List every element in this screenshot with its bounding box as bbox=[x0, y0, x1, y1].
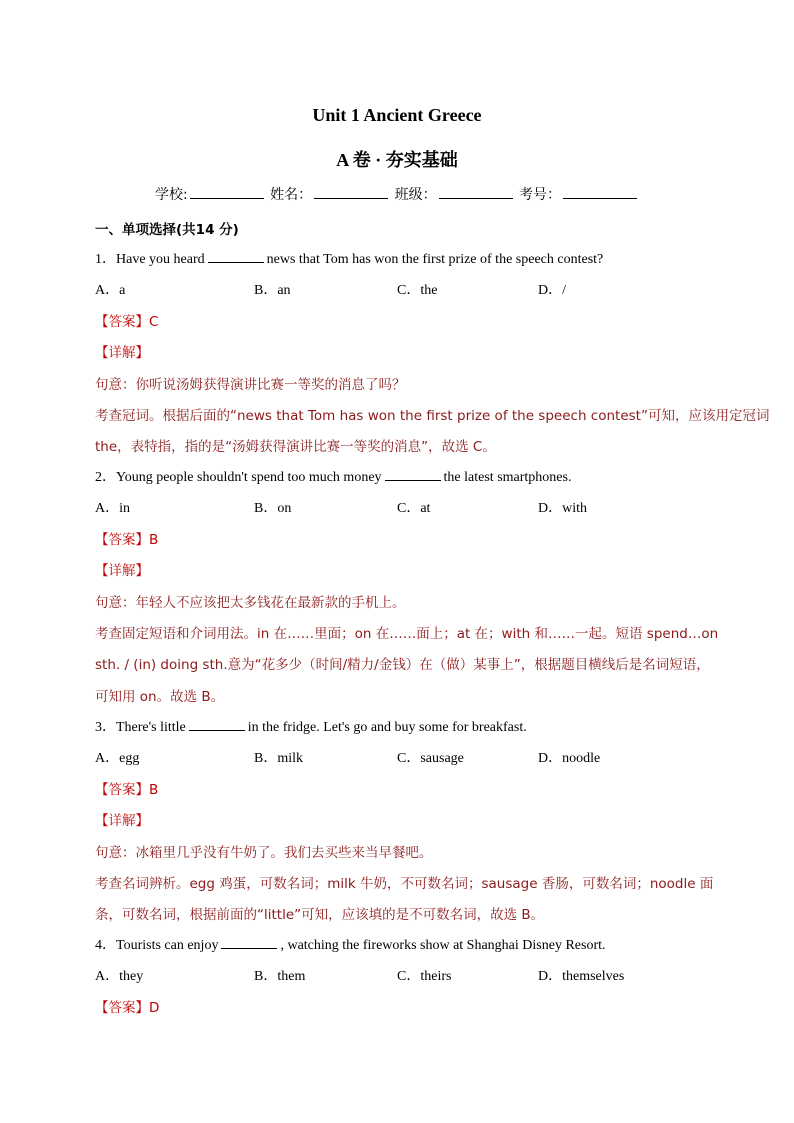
question-2-stem-after: the latest smartphones. bbox=[443, 470, 572, 485]
question-4-option-b: B．them bbox=[254, 969, 306, 984]
question-1-detail-label: 【详解】 bbox=[95, 345, 149, 361]
question-3-option-c: C．sausage bbox=[397, 751, 464, 766]
question-3-blank[interactable] bbox=[189, 718, 245, 731]
exam-number-label: 考号： bbox=[519, 187, 562, 203]
question-3-meaning: 句意：冰箱里几乎没有牛奶了。我们去买些来当早餐吧。 bbox=[95, 845, 433, 861]
school-blank[interactable] bbox=[190, 186, 264, 199]
question-4-stem bbox=[95, 934, 699, 954]
question-4-answer: 【答案】D bbox=[95, 1000, 160, 1016]
question-1-option-a: A．a bbox=[95, 283, 126, 298]
question-2-answer: 【答案】B bbox=[95, 532, 159, 548]
question-2-option-b: B．on bbox=[254, 501, 292, 516]
question-2-detail-label: 【详解】 bbox=[95, 563, 149, 579]
class-label: 班级： bbox=[394, 187, 437, 203]
question-3-option-a: A．egg bbox=[95, 751, 140, 766]
question-2-explanation-line-3: 可知用 on。故选 B。 bbox=[95, 689, 225, 705]
question-2-explanation-line-2: sth. / (in) doing sth.意为“花多少（时间/精力/金钱）在（做）某事上”，根据题目横线后是名词短语， bbox=[95, 657, 710, 673]
question-3-stem-after: in the fridge. Let's go and buy some for breakfast. bbox=[247, 720, 527, 735]
question-3-option-b: B．milk bbox=[254, 751, 304, 766]
question-2-option-d: D．with bbox=[538, 501, 587, 516]
question-1-blank[interactable] bbox=[208, 250, 264, 263]
question-3-explanation-line-1: 考查名词辨析。egg 鸡蛋，可数名词；milk 牛奶，不可数名词；sausage 香肠，可数名词；noodle 面 bbox=[95, 876, 714, 892]
student-info-line bbox=[0, 184, 794, 204]
question-3-stem bbox=[95, 716, 699, 736]
question-3-option-d: D．noodle bbox=[538, 751, 601, 766]
question-1-explanation-line-1: 考查冠词。根据后面的“news that Tom has won the first prize of the speech contest”可知，应该用定冠词 bbox=[95, 408, 770, 424]
school-label: 学校: bbox=[154, 187, 188, 203]
question-3-detail-label: 【详解】 bbox=[95, 813, 149, 829]
question-4-option-c: C．theirs bbox=[397, 969, 452, 984]
question-4-option-d: D．themselves bbox=[538, 969, 625, 984]
question-2-option-a: A．in bbox=[95, 501, 130, 516]
question-1-answer: 【答案】C bbox=[95, 314, 159, 330]
section-heading: 一、单项选择(共14 分) bbox=[95, 222, 239, 238]
class-blank[interactable] bbox=[439, 186, 513, 199]
question-1-option-d: D．/ bbox=[538, 283, 566, 298]
document-title: Unit 1 Ancient Greece bbox=[312, 105, 482, 125]
question-2-stem-before: 2．Young people shouldn't spend too much money bbox=[95, 470, 382, 485]
question-1-option-c: C．the bbox=[397, 283, 438, 298]
question-2-stem bbox=[95, 466, 699, 486]
name-label: 姓名： bbox=[270, 187, 313, 203]
question-3-explanation-line-2: 条，可数名词，根据前面的“little”可知，应该填的是不可数名词，故选 B。 bbox=[95, 907, 545, 923]
question-1-stem-after: news that Tom has won the first prize of the speech contest? bbox=[266, 252, 604, 267]
question-1-stem bbox=[95, 248, 699, 268]
question-4-stem-after: , watching the fireworks show at Shanghai Disney Resort. bbox=[280, 938, 606, 953]
question-2-explanation-line-1: 考查固定短语和介词用法。in 在……里面；on 在……面上；at 在；with 和……一起。短语 spend…on bbox=[95, 626, 719, 642]
name-blank[interactable] bbox=[314, 186, 388, 199]
question-2-meaning: 句意：年轻人不应该把太多钱花在最新款的手机上。 bbox=[95, 595, 406, 611]
question-2-blank[interactable] bbox=[385, 468, 441, 481]
question-1-option-b: B．an bbox=[254, 283, 291, 298]
question-3-answer: 【答案】B bbox=[95, 782, 159, 798]
question-1-explanation-line-2: the，表特指，指的是“汤姆获得演讲比赛一等奖的消息”，故选 C。 bbox=[95, 439, 496, 455]
question-4-option-a: A．they bbox=[95, 969, 144, 984]
question-1-stem-before: 1．Have you heard bbox=[95, 252, 205, 267]
question-4-blank[interactable] bbox=[221, 936, 277, 949]
document-subtitle: A 卷 · 夯实基础 bbox=[336, 150, 458, 170]
question-4-stem-before: 4．Tourists can enjoy bbox=[95, 938, 219, 953]
question-2-option-c: C．at bbox=[397, 501, 431, 516]
exam-number-blank[interactable] bbox=[563, 186, 637, 199]
question-1-meaning: 句意：你听说汤姆获得演讲比赛一等奖的消息了吗？ bbox=[95, 377, 406, 393]
question-3-stem-before: 3．There's little bbox=[95, 720, 186, 735]
